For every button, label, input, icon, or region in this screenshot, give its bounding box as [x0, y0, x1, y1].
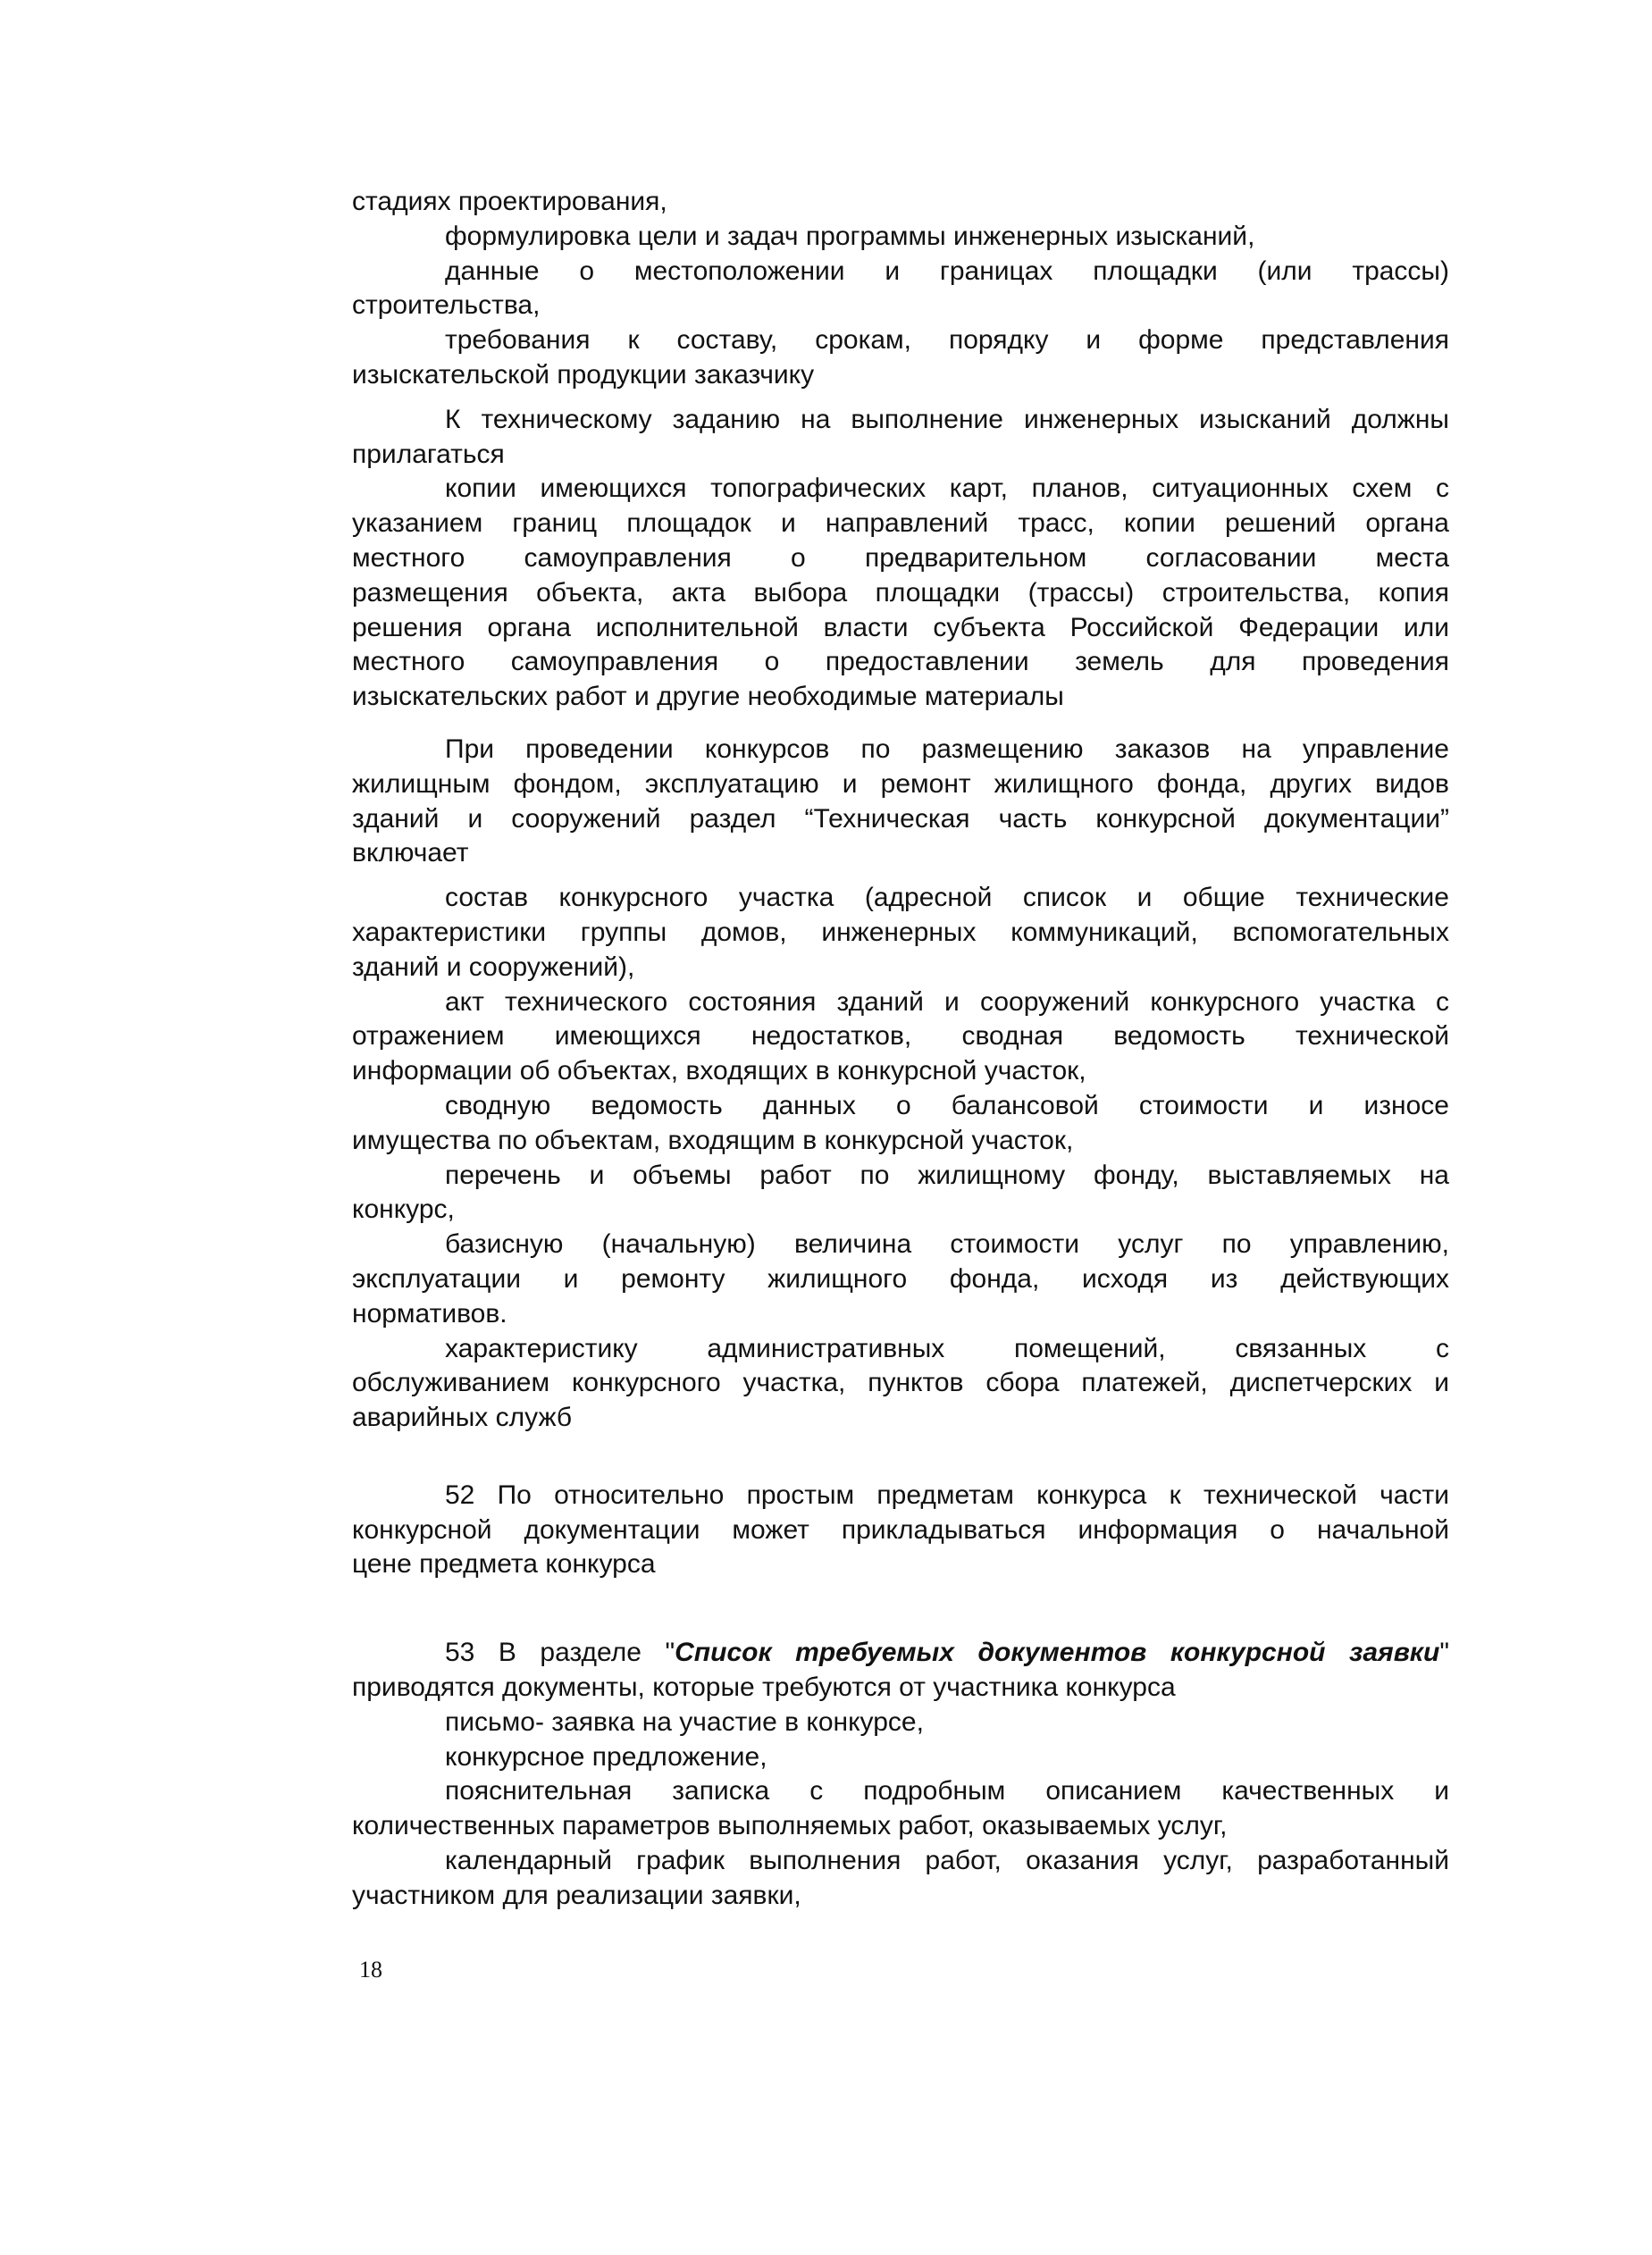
- text-line: нормативов.: [352, 1298, 507, 1329]
- paragraph: [352, 220, 1449, 255]
- text-line: характеристику административных помещений, связанных с: [445, 1333, 1449, 1363]
- text-line: строительства,: [352, 290, 541, 321]
- text-line: сводную ведомость данных о балансовой стоимости и износе: [445, 1090, 1449, 1120]
- text-line: акт технического состояния зданий и сооружений конкурсного участка с: [445, 986, 1449, 1017]
- text-line: При проведении конкурсов по размещению заказов на управление: [445, 734, 1449, 764]
- text-line: формулировка цели и задач программы инженерных изысканий,: [445, 221, 1255, 251]
- paragraph: [352, 1706, 1449, 1740]
- text-line: отражением имеющихся недостатков, сводная ведомость технической: [352, 1021, 1449, 1052]
- text-line: календарный график выполнения работ, оказания услуг, разработанный: [445, 1846, 1449, 1876]
- paragraph: [352, 1479, 1449, 1582]
- text-line: жилищным фондом, эксплуатацию и ремонт жилищного фонда, других видов: [352, 768, 1449, 799]
- text-line: 52 По относительно простым предметам конкурса к технической части: [445, 1480, 1449, 1510]
- text-line: зданий и сооружений),: [352, 951, 635, 982]
- text-line: эксплуатации и ремонту жилищного фонда, исходя из действующих: [352, 1263, 1449, 1294]
- paragraph: [352, 1228, 1449, 1331]
- paragraph: [352, 881, 1449, 985]
- text-line: аварийных служб: [352, 1403, 573, 1433]
- text-line: изыскательской продукции заказчику: [352, 359, 815, 390]
- text-line: конкурсное предложение,: [445, 1741, 767, 1772]
- paragraph: [352, 733, 1449, 871]
- text-line: включает: [352, 838, 469, 868]
- text-line: состав конкурсного участка (адресной список и общие технические: [445, 883, 1449, 913]
- text-line: прилагаться: [352, 439, 505, 469]
- paragraph: [352, 1844, 1449, 1914]
- paragraph: [352, 1740, 1449, 1775]
- text-line: пояснительная записка с подробным описанием качественных и: [445, 1776, 1449, 1807]
- text-line: информации об объектах, входящих в конкурсной участок,: [352, 1056, 1086, 1086]
- text-line: размещения объекта, акта выбора площадки (трассы) строительства, копия: [352, 577, 1449, 608]
- text-line: решения органа исполнительной власти субъекта Российской Федерации или: [352, 612, 1449, 642]
- text-line: [352, 1636, 1449, 1671]
- text-line: местного самоуправления о предоставлении земель для проведения: [352, 647, 1449, 677]
- text-line: изыскательских работ и другие необходимые материалы: [352, 682, 1064, 712]
- section-title-emphasis: Список требуемых документов конкурсной заявки: [675, 1638, 1440, 1668]
- text-line: местного самоуправления о предварительном согласовании места: [352, 542, 1449, 573]
- paragraph: [352, 185, 1449, 220]
- text-line: конкурсной документации может прикладываться информация о начальной: [352, 1514, 1449, 1545]
- text-line: К техническому заданию на выполнение инженерных изысканий должны: [445, 404, 1449, 434]
- text-run: 53 В разделе ": [445, 1638, 675, 1668]
- text-line: данные о местоположении и границах площадки (или трассы): [445, 256, 1449, 286]
- text-line: письмо- заявка на участие в конкурсе,: [445, 1706, 924, 1737]
- text-line: имущества по объектам, входящим в конкурсной участок,: [352, 1125, 1074, 1155]
- text-line: участником для реализации заявки,: [352, 1880, 801, 1910]
- paragraph: [352, 472, 1449, 715]
- paragraph: [352, 323, 1449, 393]
- text-line: характеристики группы домов, инженерных коммуникаций, вспомогательных: [352, 917, 1449, 947]
- text-line: обслуживанием конкурсного участка, пунктов сбора платежей, диспетчерских и: [352, 1368, 1449, 1398]
- paragraph: [352, 255, 1449, 324]
- paragraph: [352, 403, 1449, 473]
- text-line: базисную (начальную) величина стоимости услуг по управлению,: [445, 1229, 1449, 1260]
- page-number: 18: [359, 1957, 382, 1983]
- paragraph: [352, 1089, 1449, 1159]
- text-line: перечень и объемы работ по жилищному фонду, выставляемых на: [445, 1160, 1449, 1190]
- text-line: цене предмета конкурса: [352, 1549, 656, 1580]
- text-line: приводятся документы, которые требуются от участника конкурса: [352, 1672, 1176, 1703]
- text-line: зданий и сооружений раздел “Техническая часть конкурсной документации”: [352, 803, 1449, 834]
- paragraph: [352, 1774, 1449, 1844]
- text-line: копии имеющихся топографических карт, планов, ситуационных схем с: [445, 474, 1449, 504]
- paragraph: [352, 1159, 1449, 1228]
- text-line: указанием границ площадок и направлений трасс, копии решений органа: [352, 508, 1449, 539]
- paragraph: [352, 1332, 1449, 1436]
- paragraph: [352, 985, 1449, 1089]
- text-line: требования к составу, срокам, порядку и форме представления: [445, 325, 1449, 356]
- document-body: [352, 185, 1449, 1914]
- text-line: стадиях проектирования,: [352, 187, 667, 216]
- paragraph: [352, 1636, 1449, 1706]
- text-run: ": [1439, 1638, 1449, 1668]
- text-line: количественных параметров выполняемых работ, оказываемых услуг,: [352, 1811, 1228, 1841]
- text-line: конкурс,: [352, 1195, 455, 1225]
